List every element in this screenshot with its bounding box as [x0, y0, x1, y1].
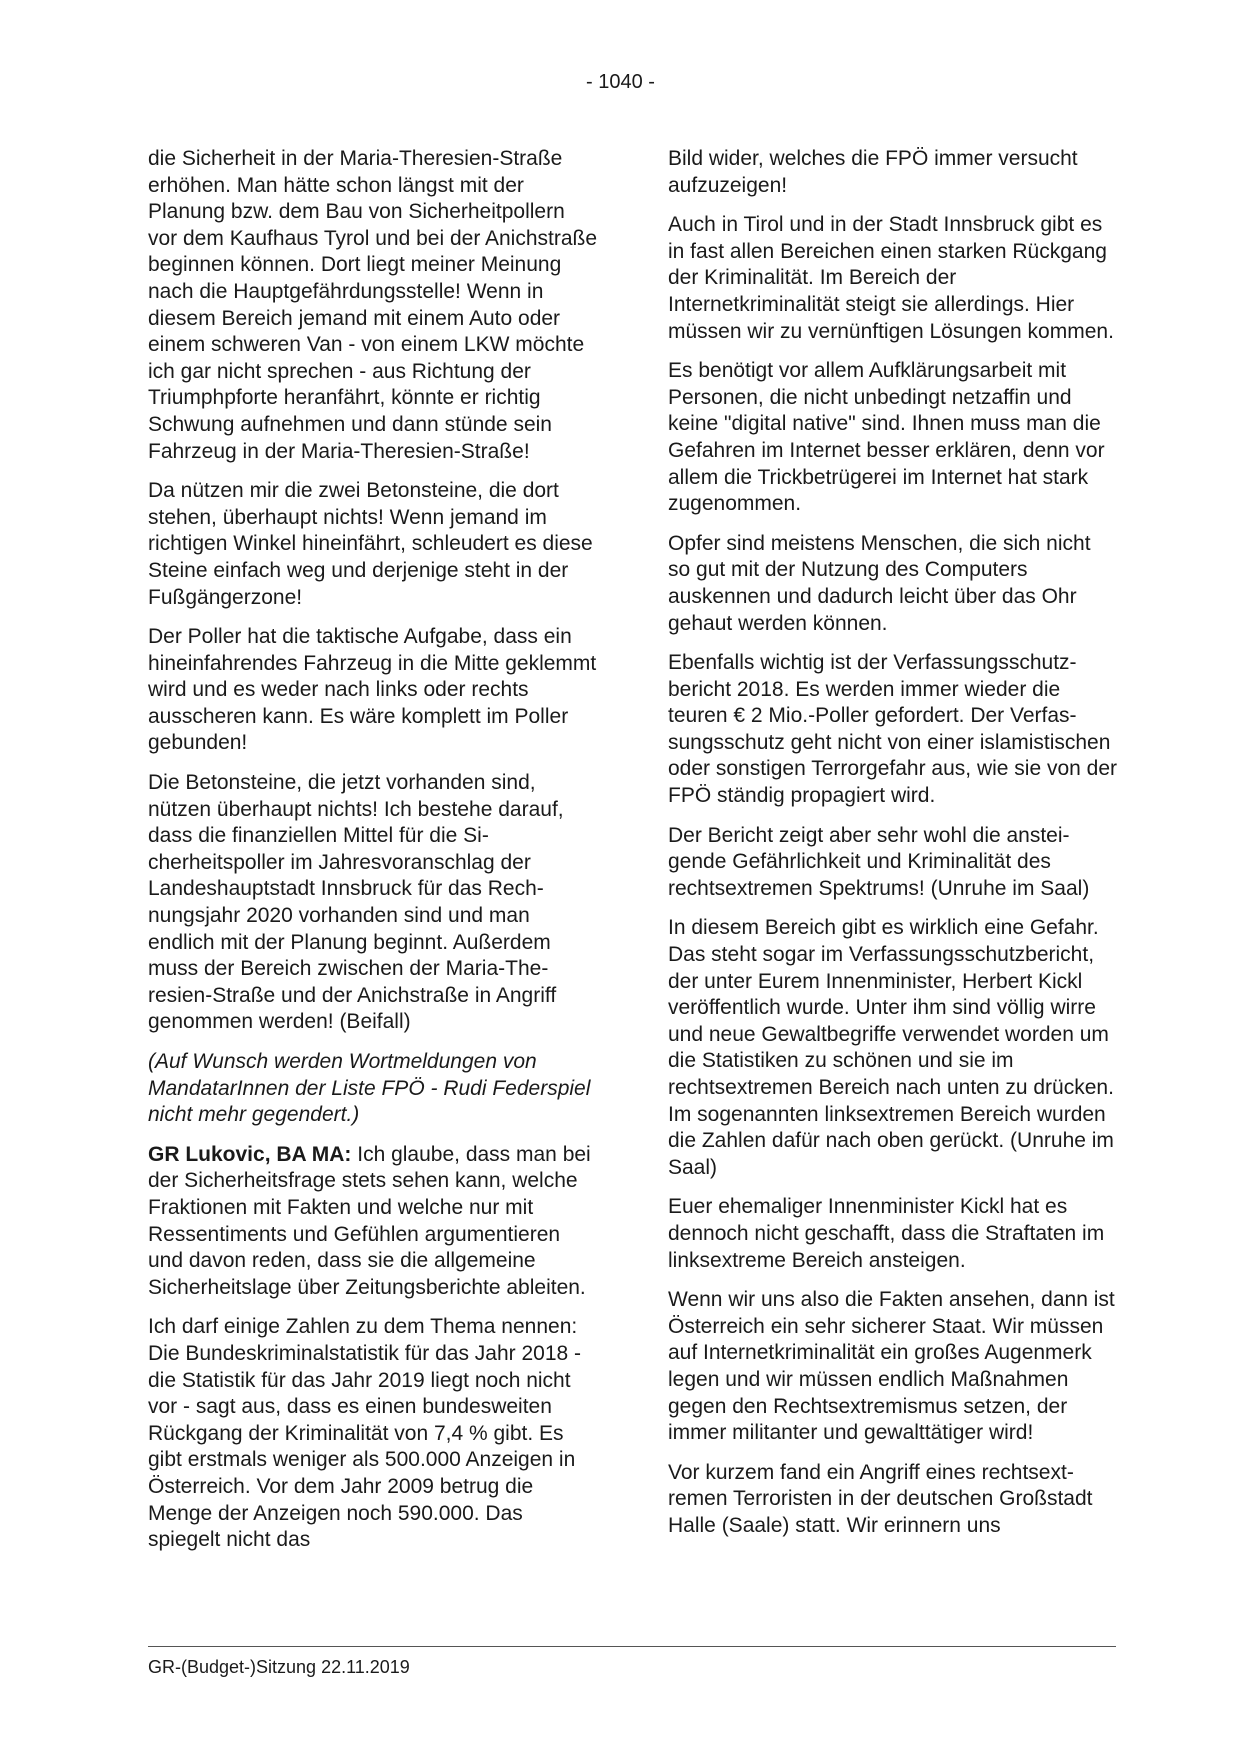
speech-paragraph: [148, 1142, 598, 1302]
page-number: - 1040 -: [586, 71, 655, 93]
footer-session-label: GR-(Budget-)Sitzung 22.11.2019: [148, 1657, 410, 1677]
paragraph: Ich darf einige Zahlen zu dem Thema nennen: Die Bundeskriminalstatistik für das Jahr 2018 - die Statistik für das Jahr 2019 liegt noch nicht vor - sagt aus, dass es einen bundesweiten Rückgang der Kriminalität von 7,4 % gibt. Es gibt erstmals weniger als 500.000 Anzeigen in Österreich. Vor dem Jahr 2009 betrug die Menge der Anzeigen noch 590.000. Das spiegelt nicht das: [148, 1315, 582, 1552]
speaker-name: GR Lukovic, BA MA:: [148, 1142, 352, 1166]
footer-divider: [148, 1646, 1116, 1647]
paragraph: Euer ehemaliger Innenminister Kickl hat es dennoch nicht geschafft, dass die Straftaten im linksextreme Bereich ansteigen.: [668, 1195, 1105, 1272]
paragraph: Auch in Tirol und in der Stadt Innsbruck gibt es in fast allen Bereichen einen starken Rückgang der Kriminalität. Im Bereich der Internetkriminalität steigt sie allerdings. Hier müssen wir zu vernünftigen Lösungen kommen.: [668, 213, 1114, 343]
left-column: [148, 146, 598, 1567]
paragraph: Vor kurzem fand ein Angriff eines rechtsextremen Terroristen in der deutschen Großstadt Halle (Saale) statt. Wir erinnern uns: [668, 1460, 1093, 1537]
paragraph: Wenn wir uns also die Fakten ansehen, dann ist Österreich ein sehr sicherer Staat. Wir müssen auf Internetkriminalität ein großes Augenmerk legen und wir müssen endlich Maßnahmen gegen den Rechtsextremismus setzen, der immer militanter und gewalttätiger wird!: [668, 1288, 1115, 1445]
paragraph: Opfer sind meistens Menschen, die sich nicht so gut mit der Nutzung des Computers auskennen und dadurch leicht über das Ohr gehaut werden können.: [668, 531, 1091, 635]
paragraph: Bild wider, welches die FPÖ immer versucht aufzuzeigen!: [668, 147, 1078, 197]
paragraph: Die Betonsteine, die jetzt vorhanden sind, nützen überhaupt nichts! Ich bestehe darauf, dass die finanziellen Mittel für die Sicherheitspoller im Jahresvoranschlag der Landeshauptstadt Innsbruck für das Rechnungsjahr 2020 vorhanden sind und man endlich mit der Planung beginnt. Außerdem muss der Bereich zwischen der Maria-Theresien-Straße und der Anichstraße in Angriff genommen werden! (Beifall): [148, 771, 564, 1034]
right-column: [668, 146, 1118, 1553]
paragraph: Ebenfalls wichtig ist der Verfassungsschutzbericht 2018. Es werden immer wieder die teuren € 2 Mio.-Poller gefordert. Der Verfassungsschutz geht nicht von einer islamistischen oder sonstigen Terrorgefahr aus, wie sie von der FPÖ ständig propagiert wird.: [668, 651, 1118, 808]
paragraph: Es benötigt vor allem Aufklärungsarbeit mit Personen, die nicht unbedingt netzaffin und keine "digital native" sind. Ihnen muss man die Gefahren im Internet besser erklären, denn vor allem die Trickbetrügerei im Internet hat stark zugenommen.: [668, 359, 1105, 516]
paragraph: Da nützen mir die zwei Betonsteine, die dort stehen, überhaupt nichts! Wenn jemand im richtigen Winkel hineinfährt, schleudert es diese Steine einfach weg und derjenige steht in der Fußgängerzone!: [148, 479, 593, 609]
editorial-note: (Auf Wunsch werden Wortmeldungen von MandatarInnen der Liste FPÖ - Rudi Federspiel nicht mehr gegendert.): [148, 1050, 591, 1127]
paragraph: In diesem Bereich gibt es wirklich eine Gefahr. Das steht sogar im Verfassungsschutzbericht, der unter Eurem Innenminister, Herbert Kickl veröffentlich wurde. Unter ihm sind völlig wirre und neue Gewaltbegriffe verwendet worden um die Statistiken zu schönen und sie im rechtsextremen Bereich nach unten zu drücken. Im sogenannten linksextremen Bereich wurden die Zahlen dafür nach oben gerückt. (Unruhe im Saal): [668, 916, 1114, 1179]
paragraph: Der Bericht zeigt aber sehr wohl die ansteigende Gefährlichkeit und Kriminalität des rechtsextremen Spektrums! (Unruhe im Saal): [668, 823, 1090, 900]
paragraph: die Sicherheit in der Maria-Theresien-Straße erhöhen. Man hätte schon längst mit der Planung bzw. dem Bau von Sicherheitpollern vor dem Kaufhaus Tyrol und bei der Anichstraße beginnen können. Dort liegt meiner Meinung nach die Hauptgefährdungsstelle! Wenn in diesem Bereich jemand mit einem Auto oder einem schweren Van - von einem LKW möchte ich gar nicht sprechen - aus Richtung der Triumphpforte heranfährt, könnte er richtig Schwung aufnehmen und dann stünde sein Fahrzeug in der Maria-Theresien-Straße!: [148, 147, 598, 463]
speech-text: Ich glaube, dass man bei der Sicherheitsfrage stets sehen kann, welche Fraktionen mit Fakten und welche nur mit Ressentiments und Gefühlen argumentieren und davon reden, dass sie die allgemeine Sicherheitslage über Zeitungsberichte ableiten.: [148, 1142, 591, 1299]
paragraph: Der Poller hat die taktische Aufgabe, dass ein hineinfahrendes Fahrzeug in die Mitte geklemmt wird und es weder nach links oder rechts ausscheren kann. Es wäre komplett im Poller gebunden!: [148, 625, 597, 755]
